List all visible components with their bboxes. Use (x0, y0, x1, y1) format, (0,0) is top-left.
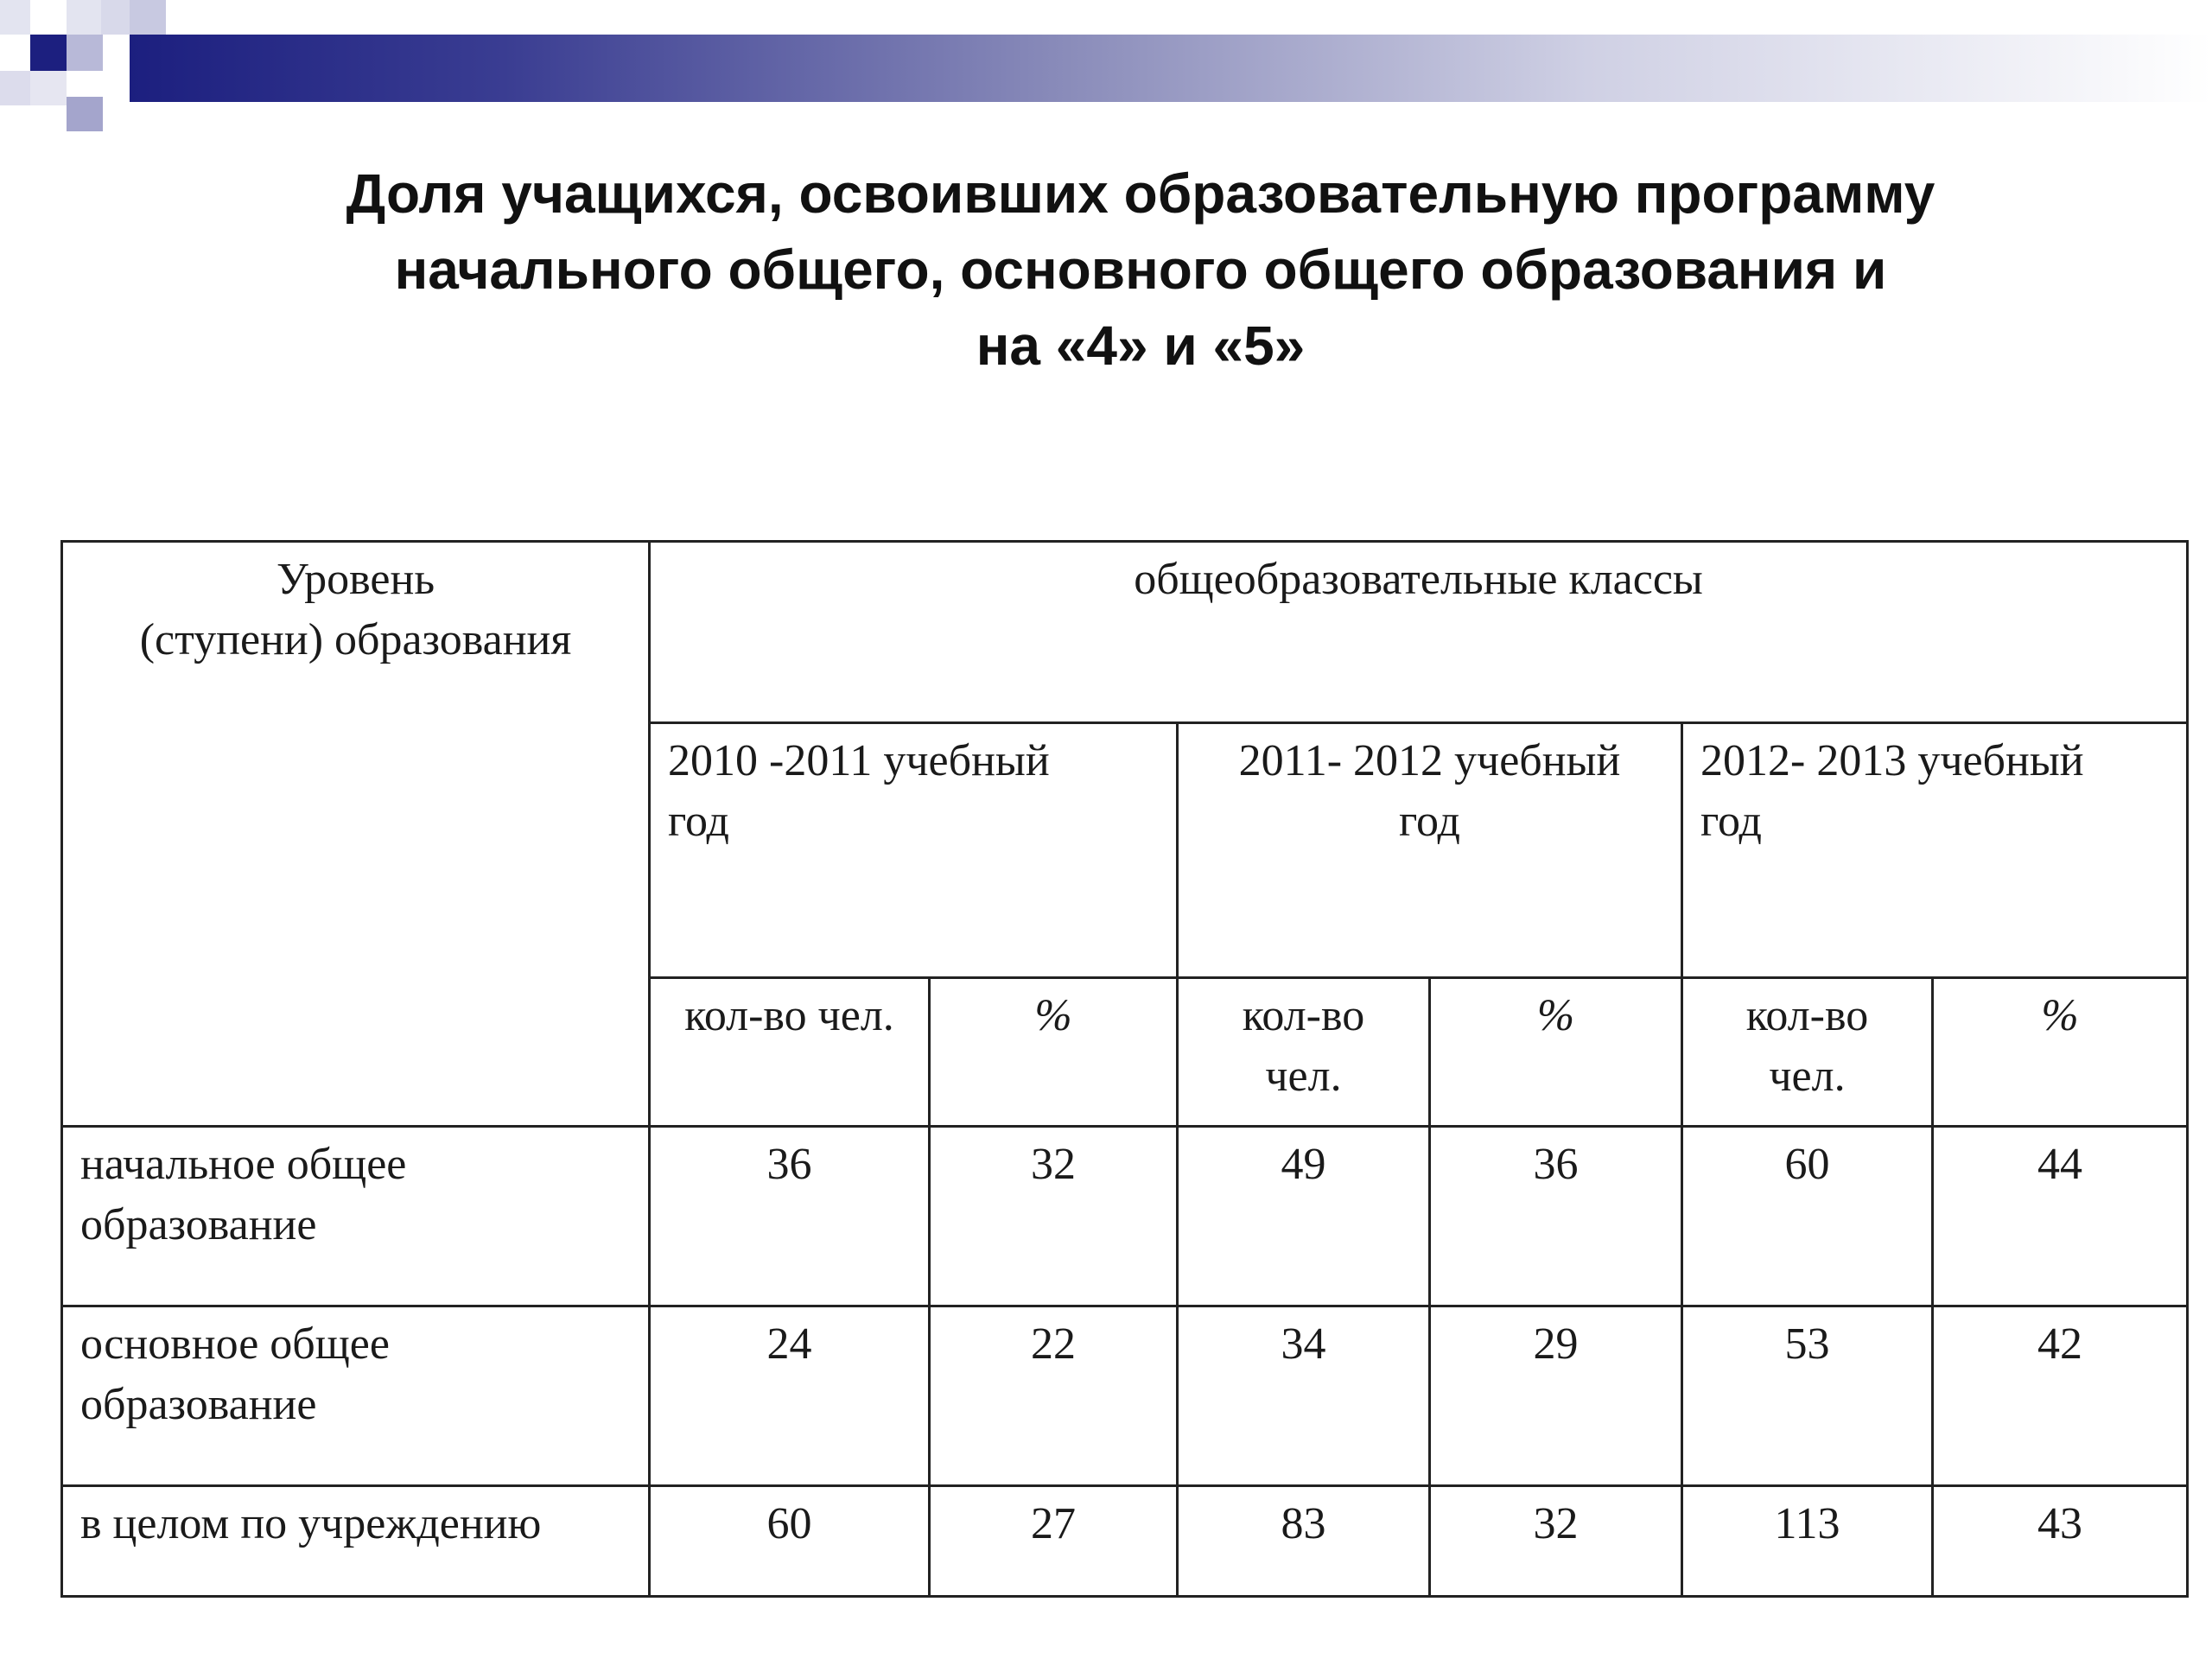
classes-header-cell: общеобразовательные классы (650, 542, 2188, 723)
count-subheader-text: кол-во (1745, 991, 1869, 1040)
results-table (60, 540, 2189, 1598)
year-header-cell (1682, 723, 2188, 978)
slide-title-line: на «4» и «5» (976, 315, 1306, 377)
year-header-text: год (1399, 797, 1460, 846)
value-cell: 32 (1430, 1486, 1682, 1597)
value-cell: 34 (1178, 1306, 1430, 1486)
count-subheader-text: чел. (1265, 1052, 1342, 1101)
value-cell: 44 (1933, 1127, 2188, 1306)
table-header-row (62, 542, 2188, 723)
decor-square (67, 35, 103, 71)
row-label-text: образование (80, 1200, 317, 1249)
year-header-cell (1178, 723, 1682, 978)
percent-subheader: % (1933, 978, 2188, 1127)
slide-title (112, 156, 2169, 384)
row-label-cell (62, 1127, 650, 1306)
year-header-text: год (1700, 797, 1762, 846)
row-label-cell (62, 1486, 650, 1597)
value-cell: 22 (930, 1306, 1178, 1486)
row-label-text: в целом по учреждению (80, 1499, 542, 1548)
level-header-cell (62, 542, 650, 1127)
percent-subheader: % (930, 978, 1178, 1127)
value-cell: 49 (1178, 1127, 1430, 1306)
decor-square (130, 0, 166, 35)
value-cell: 24 (650, 1306, 930, 1486)
level-header-text: (ступени) образования (139, 615, 572, 664)
value-cell: 29 (1430, 1306, 1682, 1486)
count-subheader-text: кол-во (1242, 991, 1365, 1040)
table-row (62, 1306, 2188, 1486)
year-header-text: 2012- 2013 учебный (1700, 736, 2084, 785)
slide-title-line: начального общего, основного общего образования и (394, 238, 1887, 301)
count-subheader (1682, 978, 1933, 1127)
row-label-text: начальное общее (80, 1140, 407, 1189)
decor-square (30, 71, 67, 105)
row-label-text: образование (80, 1380, 317, 1429)
decor-square (0, 71, 30, 105)
year-header-text: 2011- 2012 учебный (1238, 736, 1621, 785)
value-cell: 42 (1933, 1306, 2188, 1486)
year-header-cell (650, 723, 1178, 978)
value-cell: 83 (1178, 1486, 1430, 1597)
table-row (62, 1127, 2188, 1306)
value-cell: 60 (1682, 1127, 1933, 1306)
year-header-text: 2010 -2011 учебный (668, 736, 1050, 785)
value-cell: 113 (1682, 1486, 1933, 1597)
row-label-text: основное общее (80, 1319, 390, 1369)
count-subheader: кол-во чел. (650, 978, 930, 1127)
decor-square (67, 97, 103, 131)
decor-square (0, 0, 30, 35)
decor-square (67, 0, 101, 35)
value-cell: 53 (1682, 1306, 1933, 1486)
value-cell: 43 (1933, 1486, 2188, 1597)
level-header-text: Уровень (276, 555, 435, 604)
decor-square (30, 35, 67, 71)
header-decoration (0, 0, 2212, 138)
slide-title-line: Доля учащихся, освоивших образовательную программу (346, 162, 1936, 225)
year-header-text: год (668, 797, 729, 846)
header-gradient-bar (130, 35, 2212, 102)
table-row (62, 1486, 2188, 1597)
value-cell: 36 (650, 1127, 930, 1306)
count-subheader (1178, 978, 1430, 1127)
value-cell: 32 (930, 1127, 1178, 1306)
count-subheader-text: чел. (1769, 1052, 1846, 1101)
value-cell: 36 (1430, 1127, 1682, 1306)
percent-subheader: % (1430, 978, 1682, 1127)
row-label-cell (62, 1306, 650, 1486)
value-cell: 60 (650, 1486, 930, 1597)
value-cell: 27 (930, 1486, 1178, 1597)
